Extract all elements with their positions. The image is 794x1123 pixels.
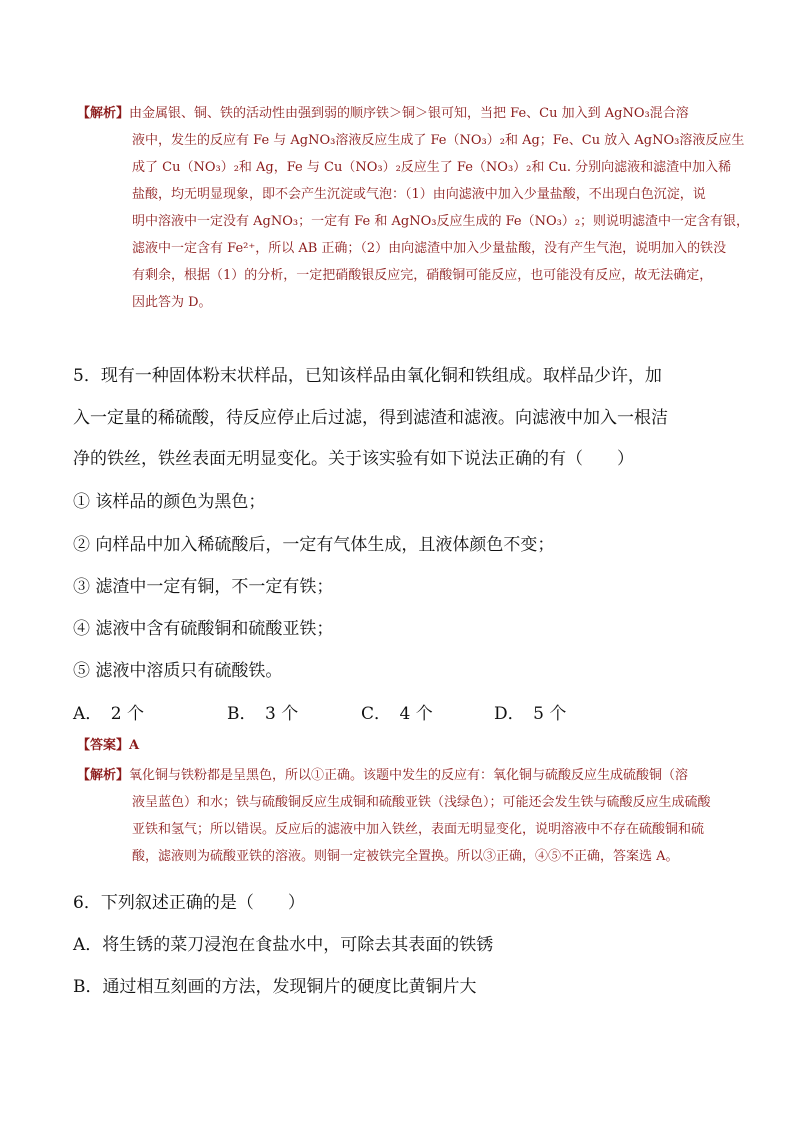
q5-option-d: D． 5 个 [494, 704, 567, 724]
answer-value: A [129, 738, 140, 753]
q5-analysis-line: 【解析】氧化铜与铁粉都是呈黑色，所以①正确。该题中发生的反应有：氧化铜与硫酸反应生成硫酸铜（溶 [77, 768, 689, 783]
q4-analysis-line: 因此答为 D。 [132, 295, 212, 310]
q5-analysis [77, 762, 737, 870]
q4-analysis-line: 液中，发生的反应有 Fe 与 AgNO₃溶液反应生成了 Fe（NO₃）₂和 Ag；Fe、Cu 放入 AgNO₃溶液反应生 [132, 133, 745, 148]
q5-stem-line: 入一定量的稀硫酸，待反应停止后过滤，得到滤渣和滤液。向滤液中加入一根洁 [73, 408, 668, 428]
q5-option-a: A． 2 个 [73, 704, 144, 724]
q5-statement: ① 该样品的颜色为黑色； [73, 492, 266, 512]
q5-statement: ③ 滤渣中一定有铜，不一定有铁； [73, 577, 334, 597]
q5-answer [77, 734, 139, 753]
q5-options [73, 699, 733, 723]
q5-analysis-line: 液呈蓝色）和水；铁与硫酸铜反应生成铜和硫酸亚铁（浅绿色）；可能还会发生铁与硫酸反应生成硫酸 [132, 795, 711, 810]
q5-analysis-line: 酸，滤液则为硫酸亚铁的溶液。则铜一定被铁完全置换。所以③正确，④⑤不正确，答案选 A。 [132, 849, 679, 864]
q5-analysis-line: 亚铁和氢气；所以错误。反应后的滤液中加入铁丝，表面无明显变化，说明溶液中不存在硫酸铜和硫 [132, 822, 705, 837]
q5-option-c: C． 4 个 [361, 704, 433, 724]
q4-analysis-line: 盐酸，均无明显现象，即不会产生沉淀或气泡：（1）由向滤液中加入少量盐酸，不出现白色沉淀，说 [132, 187, 706, 202]
q5-statement: ② 向样品中加入稀硫酸后，一定有气体生成，且液体颜色不变； [73, 535, 555, 555]
q5-statement: ⑤ 滤液中溶质只有硫酸铁。 [73, 661, 283, 681]
q4-analysis-line: 明中溶液中一定没有 AgNO₃；一定有 Fe 和 AgNO₃反应生成的 Fe（NO₃）₂；则说明滤渣中一定含有银， [132, 214, 750, 229]
q5-statement: ④ 滤液中含有硫酸铜和硫酸亚铁； [73, 619, 334, 639]
analysis-tag: 【解析】 [77, 768, 130, 783]
q4-analysis-line: 【解析】由金属银、铜、铁的活动性由强到弱的顺序铁＞铜＞银可知，当把 Fe、Cu 加入到 AgNO₃混合溶 [77, 106, 689, 121]
q4-analysis [77, 100, 750, 316]
q6-option-a: A．将生锈的菜刀浸泡在食盐水中，可除去其表面的铁锈 [73, 935, 494, 955]
analysis-tag: 【解析】 [77, 106, 130, 121]
q4-analysis-line: 滤液中一定含有 Fe²⁺，所以 AB 正确；（2）由向滤渣中加入少量盐酸，没有产生气泡，说明加入的铁没 [132, 241, 727, 256]
q6-option-b: B．通过相互刻画的方法，发现铜片的硬度比黄铜片大 [73, 977, 477, 997]
q5-stem-line: 5．现有一种固体粉末状样品，已知该样品由氧化铜和铁组成。取样品少许，加 [73, 366, 662, 386]
q4-analysis-line: 有剩余，根据（1）的分析，一定把硝酸银反应完，硝酸铜可能反应，也可能没有反应，故无法确定， [132, 268, 713, 283]
answer-tag: 【答案】 [77, 738, 130, 753]
q4-analysis-line: 成了 Cu（NO₃）₂和 Ag，Fe 与 Cu（NO₃）₂反应生了 Fe（NO₃）₂和 Cu. 分别向滤液和滤渣中加入稀 [132, 160, 732, 175]
q5-option-b: B． 3 个 [227, 704, 299, 724]
q5-stem-line: 净的铁丝，铁丝表面无明显变化。关于该实验有如下说法正确的有（ ） [73, 449, 634, 469]
q6-stem: 6．下列叙述正确的是（ ） [73, 893, 305, 913]
